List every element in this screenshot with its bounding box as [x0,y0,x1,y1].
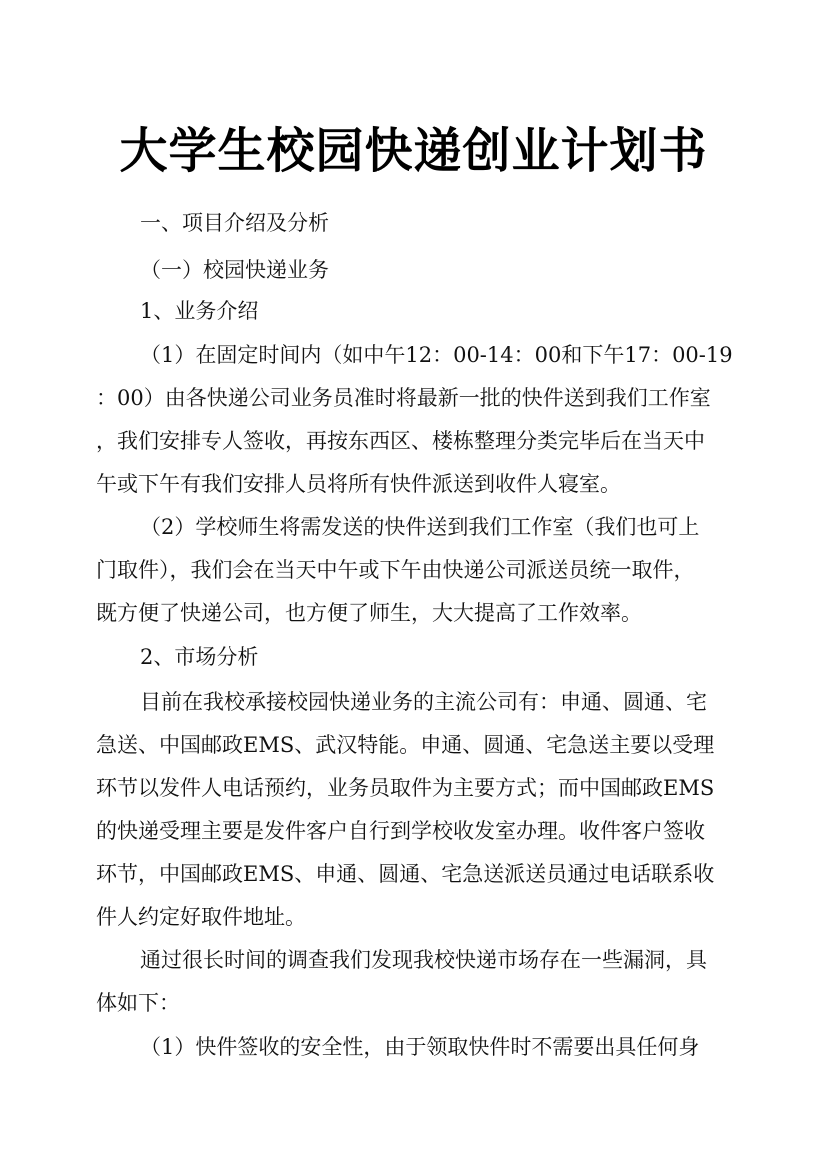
paragraph-line: 环节以发件人电话预约，业务员取件为主要方式；而中国邮政EMS [96,776,715,800]
paragraph-line: 环节，中国邮政EMS、申通、圆通、宅急送派送员通过电话联系收 [96,862,715,886]
item-heading: 2、市场分析 [140,645,259,669]
paragraph-line: 午或下午有我们安排人员将所有快件派送到收件人寝室。 [96,472,621,496]
paragraph-line: 件人约定好取件地址。 [96,905,306,929]
paragraph-line: ：00）由各快递公司业务员准时将最新一批的快件送到我们工作室 [96,386,711,410]
paragraph-line: 门取件），我们会在当天中午或下午由快递公司派送员统一取件， [96,558,695,582]
section-heading: 一、项目介绍及分析 [140,211,329,235]
subsection-heading: （一）校园快递业务 [140,258,329,282]
paragraph-line: 目前在我校承接校园快递业务的主流公司有：申通、圆通、宅 [140,690,707,714]
paragraph-line: 的快递受理主要是发件客户自行到学校收发室办理。收件客户签收 [96,819,705,843]
item-heading: 1、业务介绍 [140,299,259,323]
paragraph-line: 通过很长时间的调查我们发现我校快递市场存在一些漏洞，具 [140,948,707,972]
paragraph-line: （1）快件签收的安全性，由于领取快件时不需要出具任何身 [140,1035,700,1059]
paragraph-line: 既方便了快递公司，也方便了师生，大大提高了工作效率。 [96,601,642,625]
document-title: 大学生校园快递创业计划书 [119,123,708,179]
paragraph-line: （2）学校师生将需发送的快件送到我们工作室（我们也可上 [140,515,700,539]
paragraph-line: ，我们安排专人签收，再按东西区、楼栋整理分类完毕后在当天中 [96,429,705,453]
paragraph-line: 急送、中国邮政EMS、武汉特能。申通、圆通、宅急送主要以受理 [96,733,715,757]
paragraph-line: 体如下： [96,991,180,1015]
paragraph-line: （1）在固定时间内（如中午12：00-14：00和下午17：00-19 [140,343,733,367]
